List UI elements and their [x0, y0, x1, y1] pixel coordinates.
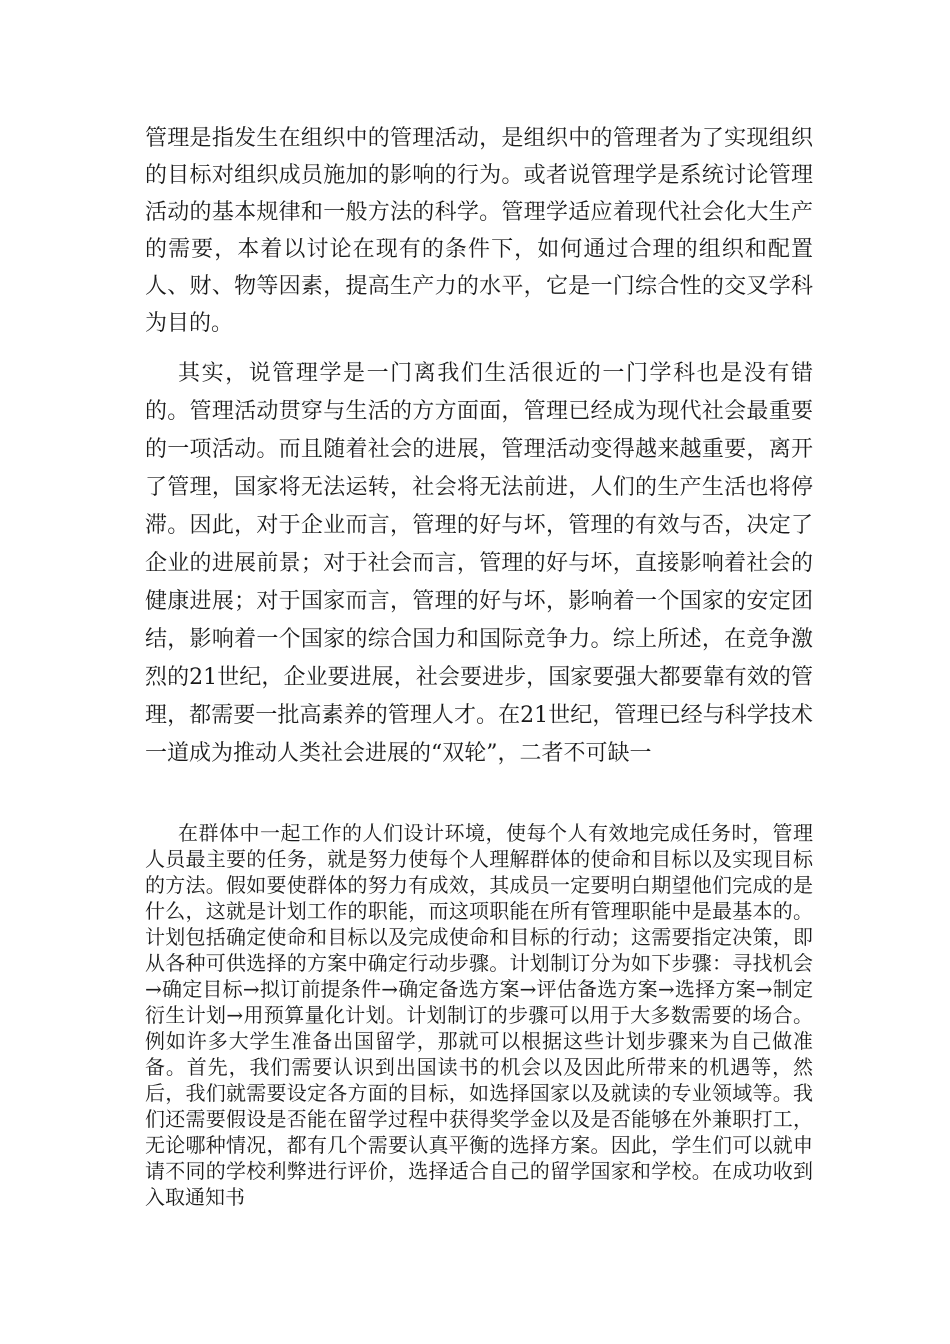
paragraph-management-definition: 管理是指发生在组织中的管理活动，是组织中的管理者为了实现组织的目标对组织成员施加的影响的行为。或者说管理学是系统讨论管理活动的基本规律和一般方法的科学。管理学适应着现代社会化大生产的需要，本着以讨论在现有的条件下，如何通过合理的组织和配置人、财、物等因素，提高生产力的水平，它是一门综合性的交叉学科为目的。 [145, 126, 813, 336]
paragraph-management-importance: 其实，说管理学是一门离我们生活很近的一门学科也是没有错的。管理活动贯穿与生活的方方面面，管理已经成为现代社会最重要的一项活动。而且随着社会的进展，管理活动变得越来越重要，离开了管理，国家将无法运转，社会将无法前进，人们的生产生活也将停滞。因此，对于企业而言，管理的好与坏，管理的有效与否，决定了企业的进展前景；对于社会而言，管理的好与坏，直接影响着社会的健康进展；对于国家而言，管理的好与坏，影响着一个国家的安定团结，影响着一个国家的综合国力和国际竞争力。综上所述，在竞争激烈的21世纪，企业要进展，社会要进步，国家要强大都要靠有效的管理，都需要一批高素养的管理人才。在21世纪，管理已经与科学技术一道成为推动人类社会进展的“双轮”，二者不可缺一 [145, 361, 813, 766]
paragraph-planning-function: 在群体中一起工作的人们设计环境，使每个人有效地完成任务时，管理人员最主要的任务，就是努力使每个人理解群体的使命和目标以及实现目标的方法。假如要使群体的努力有成效，其成员一定要明白期望他们完成的是什么，这就是计划工作的职能，而这项职能在所有管理职能中是最基本的。计划包括确定使命和目标以及完成使命和目标的行动；这需要指定决策，即从各种可供选择的方案中确定行动步骤。计划制订分为如下步骤：寻找机会→确定目标→拟订前提条件→确定备选方案→评估备选方案→选择方案→制定衍生计划→用预算量化计划。计划制订的步骤可以用于大多数需要的场合。例如许多大学生准备出国留学，那就可以根据这些计划步骤来为自己做准备。首先，我们需要认识到出国读书的机会以及因此所带来的机遇等，然后，我们就需要设定各方面的目标，如选择国家以及就读的专业领域等。我们还需要假设是否能在留学过程中获得奖学金以及是否能够在外兼职打工，无论哪种情况，都有几个需要认真平衡的选择方案。因此，学生们可以就申请不同的学校利弊进行评价，选择适合自己的留学国家和学校。在成功收到入取通知书 [145, 821, 813, 1209]
